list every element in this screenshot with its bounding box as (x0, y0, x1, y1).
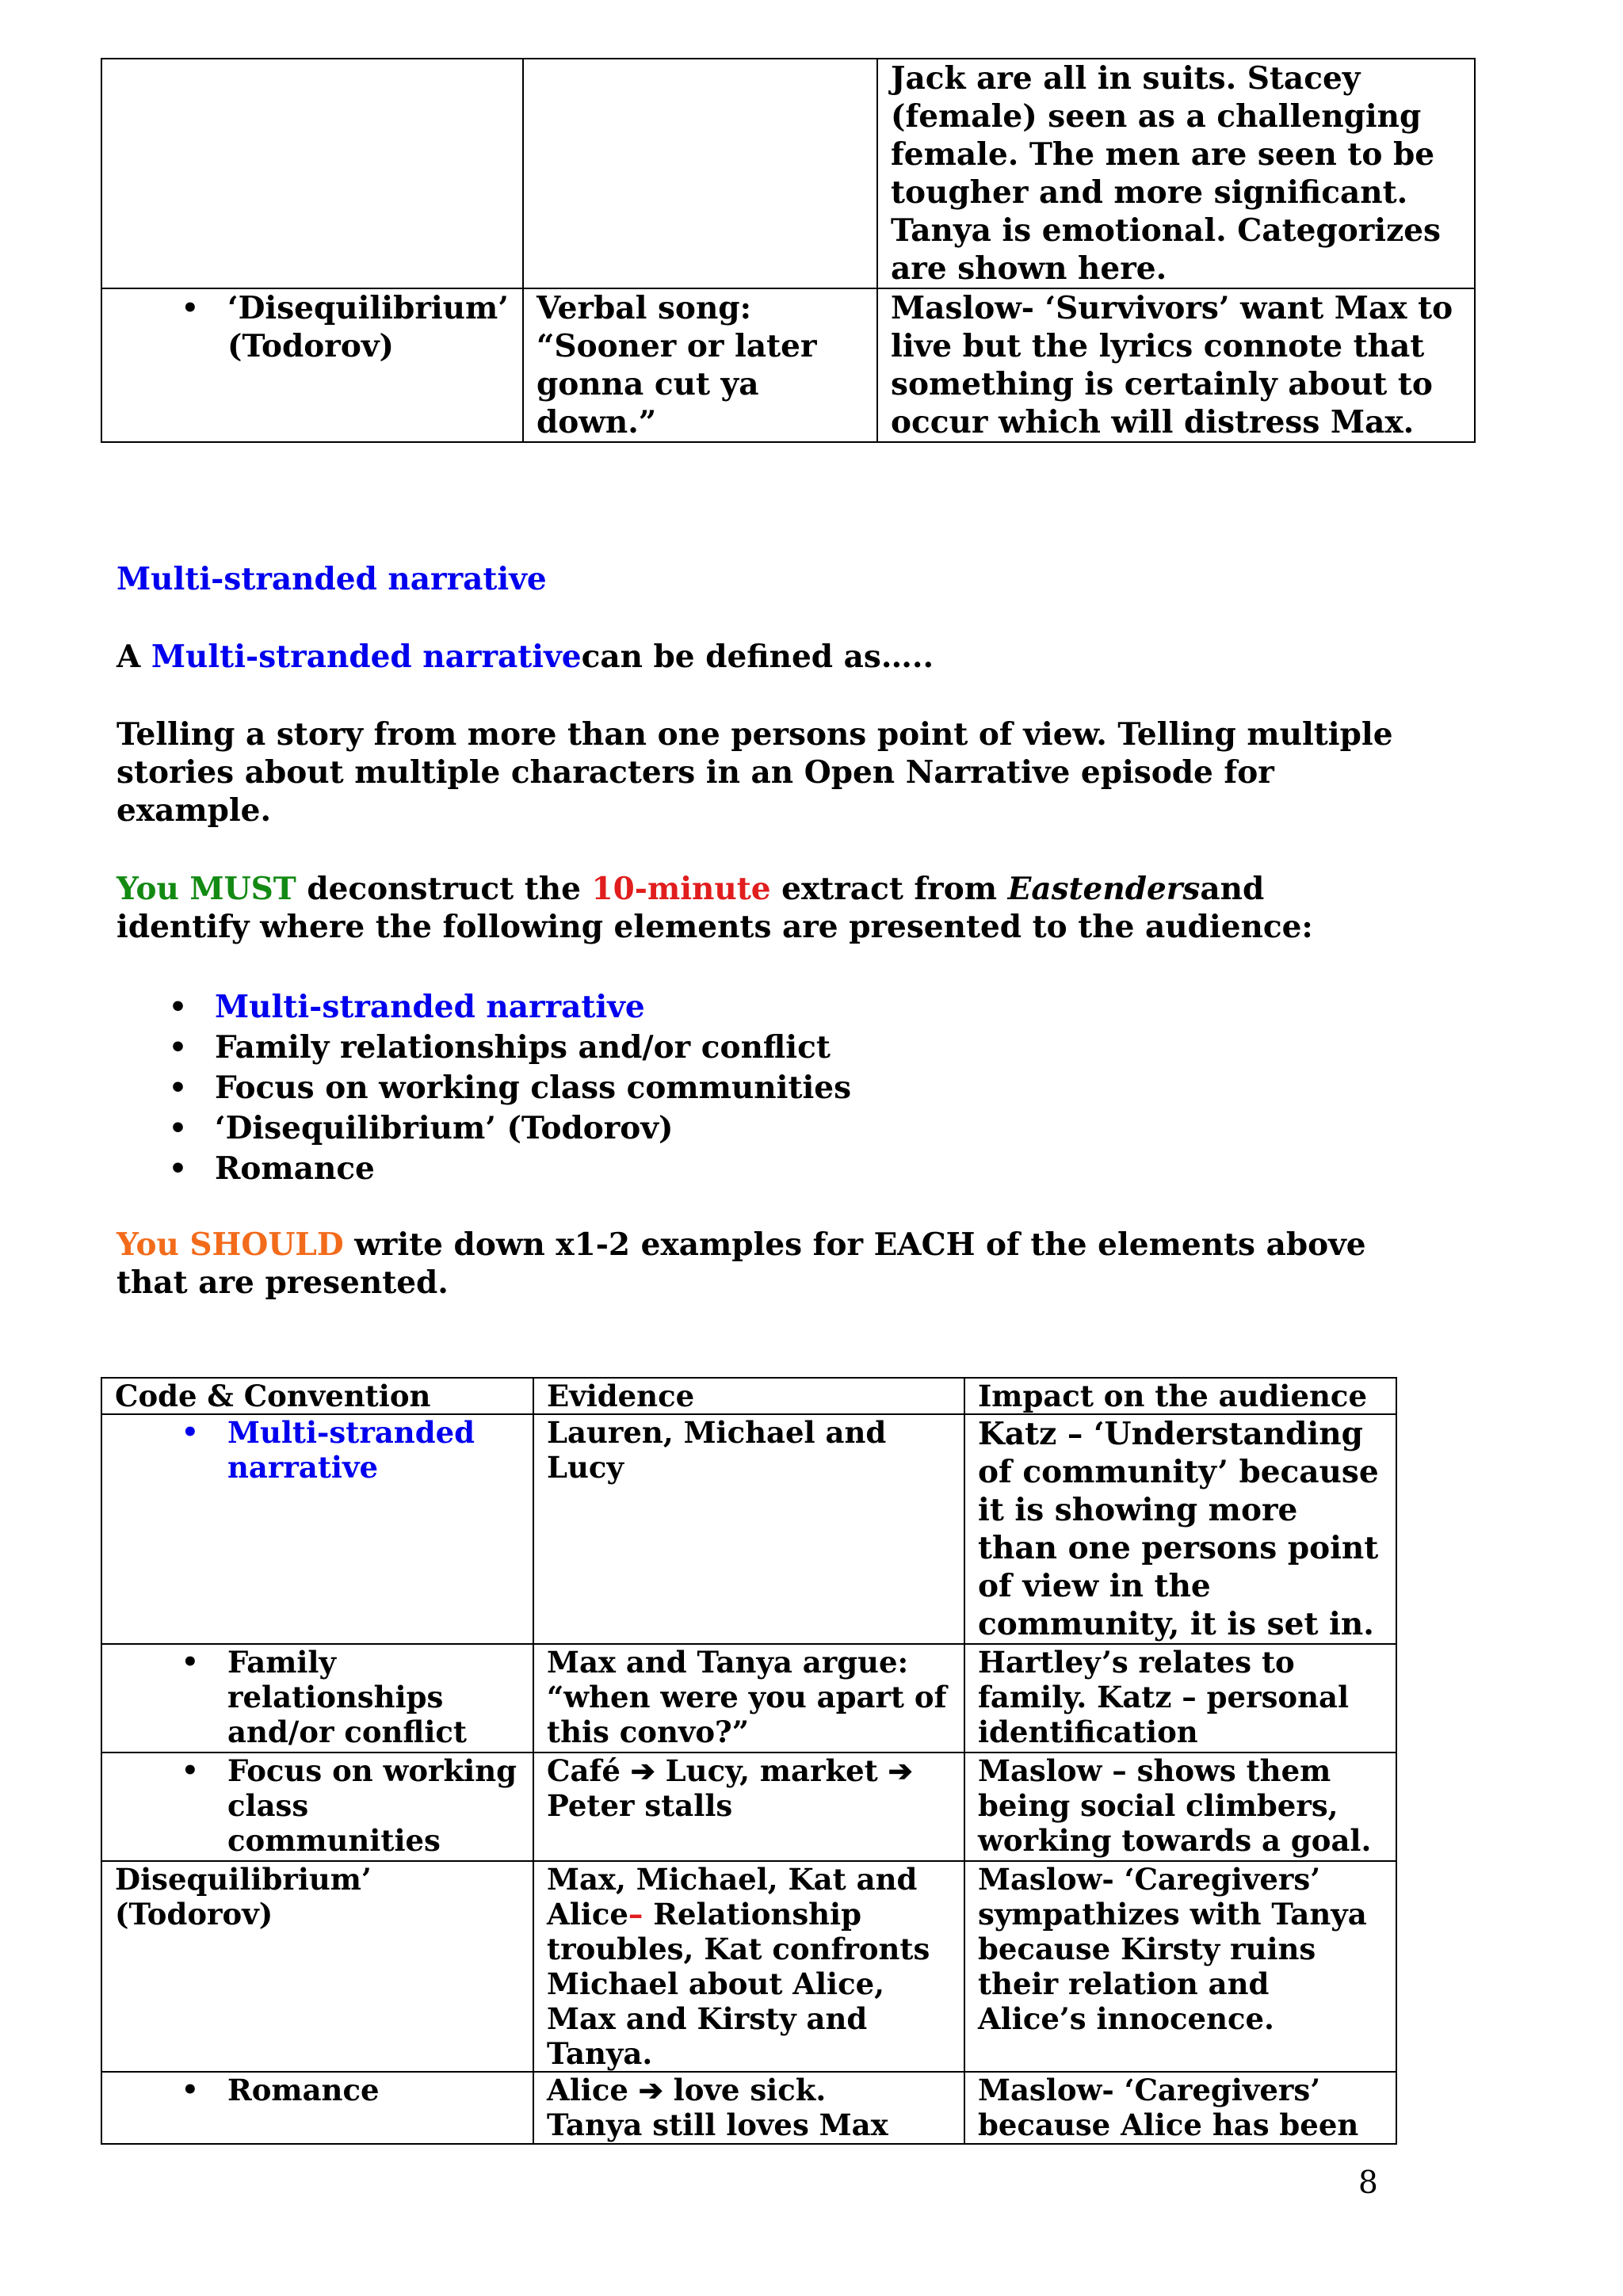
table-cell: Maslow- ‘Survivors’ want Max to live but the lyrics connote that something is certainly about to occur which will distress Max. (877, 288, 1475, 442)
right-arrow-icon: ➔ (630, 1753, 655, 1788)
list-item: • ‘Disequilibrium’ (Todorov) (215, 1108, 851, 1149)
table-cell: Disequilibrium’ (Todorov) (101, 1861, 533, 2072)
table-row (101, 59, 1475, 288)
definition-line: A Multi-stranded narrativecan be defined as….. (116, 639, 934, 675)
table-cell (101, 1644, 533, 1753)
table-header-row (101, 1378, 1396, 1414)
table-cell (101, 288, 523, 442)
table-cell: Maslow – shows them being social climbers, working towards a goal. (964, 1753, 1396, 1861)
list-item: • Romance (215, 1149, 851, 1189)
list-item: • Family relationships and/or conflict (227, 1645, 520, 1749)
right-arrow-icon: ➔ (888, 1753, 913, 1788)
definition-text: Telling a story from more than one persons point of view. Telling multiple stories about multiple characters in an Open Narrative episode for example. (116, 716, 1393, 829)
table-cell (101, 59, 523, 288)
table-cell (101, 1414, 533, 1644)
table-cell (101, 1753, 533, 1861)
table-row (101, 1861, 1396, 2072)
column-header: Impact on the audience (964, 1378, 1396, 1414)
table-row (101, 2072, 1396, 2144)
list-item: • Focus on working class communities (215, 1068, 851, 1108)
table-cell: Lauren, Michael and Lucy (533, 1414, 964, 1644)
page-number: 8 (1358, 2165, 1378, 2201)
section-heading: Multi-stranded narrative (116, 561, 547, 597)
must-instruction: You MUST deconstruct the 10-minute extract from Eastendersand identify where the following elements are presented to the audience: (116, 871, 1313, 945)
table-cell: Max, Michael, Kat and Alice– Relationship troubles, Kat confronts Michael about Alice, Max and Kirsty and Tanya. (533, 1861, 964, 2072)
top-table (101, 58, 1476, 443)
list-item: • Multi-stranded narrative (215, 987, 851, 1028)
table-cell: Jack are all in suits. Stacey (female) seen as a challenging female. The men are seen to be tougher and more significant. Tanya is emotional. Categorizes are shown here. (877, 59, 1475, 288)
table-row (101, 288, 1475, 442)
table-row (101, 1753, 1396, 1861)
table-cell (101, 2072, 533, 2144)
table-cell: Maslow- ‘Caregivers’ because Alice has been (964, 2072, 1396, 2144)
list-item: • ‘Disequilibrium’ (Todorov) (227, 289, 510, 365)
table-row (101, 1414, 1396, 1644)
list-item: • Focus on working class communities (227, 1753, 520, 1858)
list-item: • Family relationships and/or conflict (215, 1028, 851, 1068)
table-cell (523, 59, 877, 288)
should-instruction: You SHOULD write down x1-2 examples for EACH of the elements above that are presented. (116, 1226, 1366, 1301)
column-header: Evidence (533, 1378, 964, 1414)
table-row (101, 1644, 1396, 1753)
table-cell: Maslow- ‘Caregivers’ sympathizes with Tanya because Kirsty ruins their relation and Alice’s innocence. (964, 1861, 1396, 2072)
elements-list (116, 987, 851, 1189)
list-item: • Multi-stranded narrative (227, 1415, 520, 1485)
table-cell: Café ➔ Lucy, market ➔ Peter stalls (533, 1753, 964, 1861)
table-cell: Max and Tanya argue: “when were you apart of this convo?” (533, 1644, 964, 1753)
right-arrow-icon: ➔ (638, 2073, 663, 2107)
column-header: Code & Convention (101, 1378, 533, 1414)
analysis-table (101, 1377, 1397, 2145)
table-cell: Katz – ‘Understanding of community’ because it is showing more than one persons point of view in the community, it is set in. (964, 1414, 1396, 1644)
table-cell: Verbal song: “Sooner or later gonna cut ya down.” (523, 288, 877, 442)
table-cell: Hartley’s relates to family. Katz – personal identification (964, 1644, 1396, 1753)
list-item: • Romance (227, 2073, 520, 2107)
table-cell: Alice ➔ love sick. Tanya still loves Max (533, 2072, 964, 2144)
